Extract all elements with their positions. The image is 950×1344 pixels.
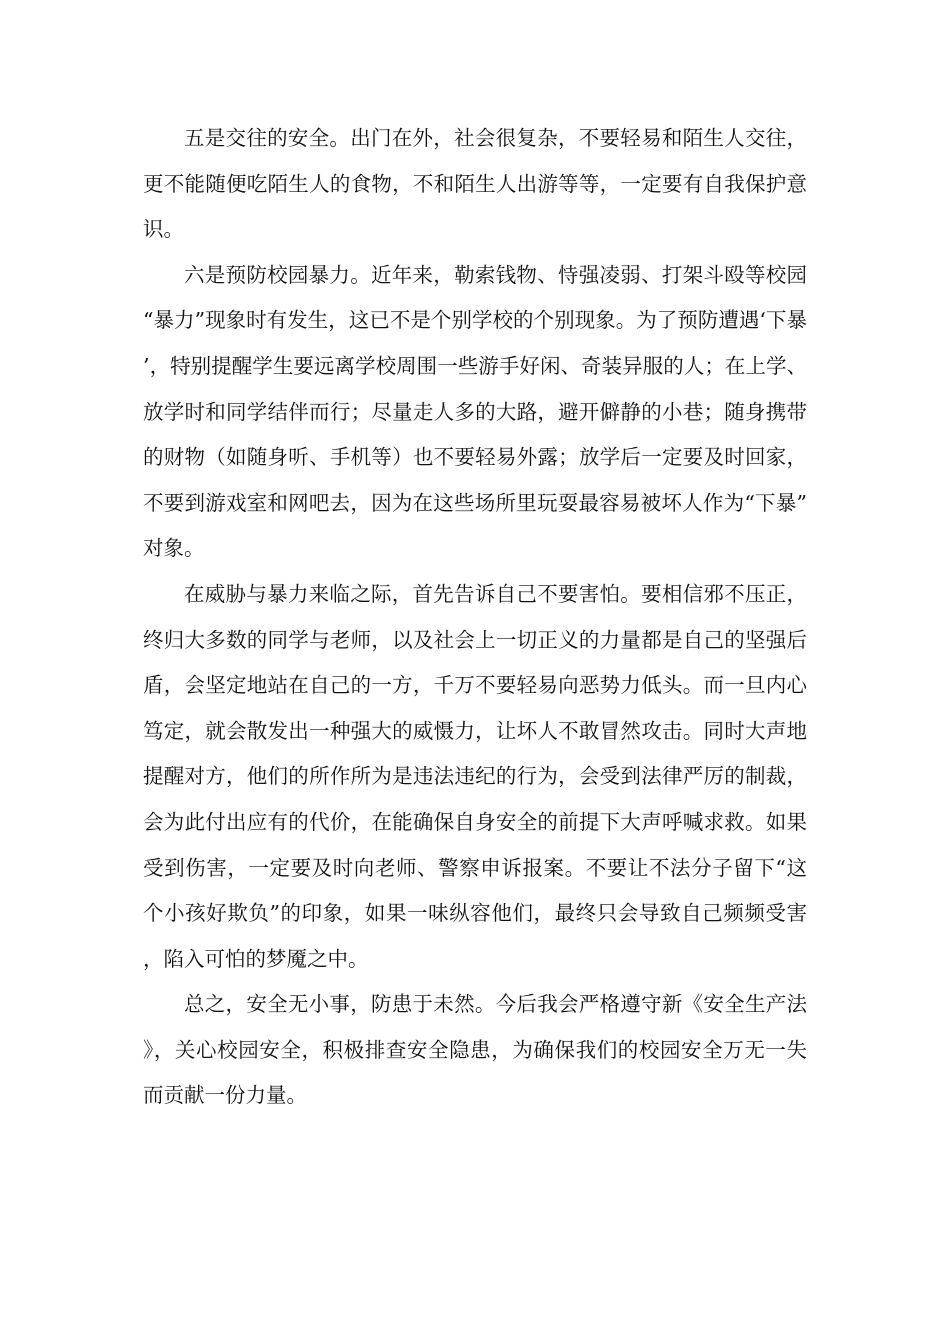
paragraph-conclusion: 总之，安全无小事，防患于未然。今后我会严格遵守新《安全生产法》，关心校园安全，积极排查安全隐患，为确保我们的校园安全万无一失而贡献一份力量。 <box>143 992 807 1108</box>
paragraph-facing-threats: 在威胁与暴力来临之际，首先告诉自己不要害怕。要相信邪不压正，终归大多数的同学与老师，以及社会上一切正义的力量都是自己的坚强后盾，会坚定地站在自己的一方，千万不要轻易向恶势力低头。而一旦内心笃定，就会散发出一种强大的威慑力，让坏人不敢冒然攻击。同时大声地提醒对方，他们的所作所为是违法违纪的行为，会受到法律严厉的制裁，会为此付出应有的代价，在能确保自身安全的前提下大声呼喊求救。如果受到伤害，一定要及时向老师、警察申诉报案。不要让不法分子留下“这个小孩好欺负”的印象，如果一味纵容他们，最终只会导致自己频频受害，陷入可怕的梦魇之中。 <box>143 581 807 971</box>
paragraph-school-violence: 六是预防校园暴力。近年来，勒索钱物、恃强凌弱、打架斗殴等校园“暴力”现象时有发生，这已不是个别学校的个别现象。为了预防遭遇‘下暴’，特别提醒学生要远离学校周围一些游手好闲、奇装异服的人；在上学、放学时和同学结伴而行；尽量走人多的大路，避开僻静的小巷；随身携带的财物（如随身听、手机等）也不要轻易外露；放学后一定要及时回家，不要到游戏室和网吧去，因为在这些场所里玩耍最容易被坏人作为“下暴”对象。 <box>143 262 807 561</box>
paragraph-social-safety: 五是交往的安全。出门在外，社会很复杂，不要轻易和陌生人交往，更不能随便吃陌生人的食物，不和陌生人出游等等，一定要有自我保护意识。 <box>143 126 807 242</box>
document-body <box>143 116 807 1119</box>
